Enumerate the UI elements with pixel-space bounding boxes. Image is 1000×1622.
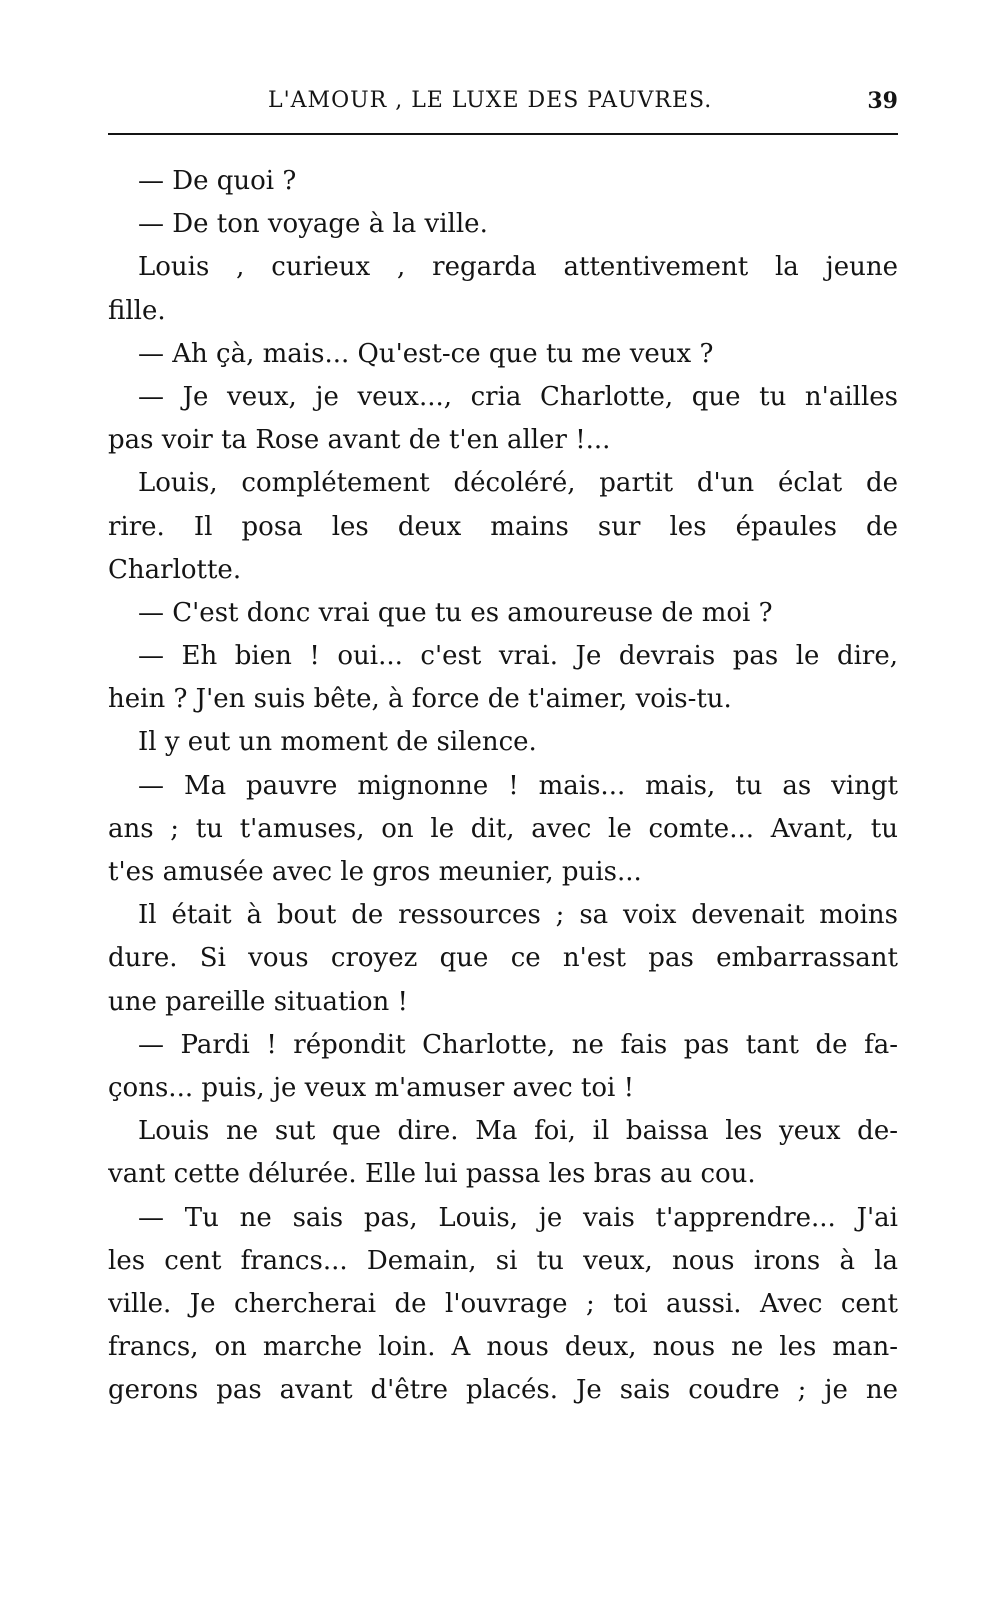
text-line: ans ; tu t'amuses, on le dit, avec le comte... Avant, tu: [108, 813, 898, 844]
text-line: francs, on marche loin. A nous deux, nous ne les man-: [108, 1332, 898, 1363]
text-line: gerons pas avant d'être placés. Je sais coudre ; je ne: [108, 1375, 898, 1406]
text-line: Louis , curieux , regarda attentivement la jeune: [138, 252, 898, 283]
text-line: fille.: [108, 295, 166, 326]
text-line: Louis, complétement décoléré, partit d'un éclat de: [138, 468, 898, 499]
text-line: dure. Si vous croyez que ce n'est pas embarrassant: [108, 943, 898, 974]
text-line: Il était à bout de ressources ; sa voix devenait moins: [138, 900, 898, 931]
running-head: [108, 82, 898, 122]
text-line: ville. Je chercherai de l'ouvrage ; toi aussi. Avec cent: [108, 1288, 898, 1319]
text-line: vant cette délurée. Elle lui passa les bras au cou.: [108, 1159, 756, 1190]
text-line: une pareille situation !: [108, 986, 408, 1017]
body-text: [108, 160, 898, 1412]
text-line: — Pardi ! répondit Charlotte, ne fais pas tant de fa-: [138, 1029, 898, 1060]
text-line: hein ? J'en suis bête, à force de t'aimer, vois-tu.: [108, 684, 732, 715]
text-line: — Eh bien ! oui... c'est vrai. Je devrais pas le dire,: [138, 641, 898, 672]
page-number: 39: [867, 88, 898, 114]
header-rule: [108, 133, 898, 135]
text-line: t'es amusée avec le gros meunier, puis...: [108, 857, 642, 887]
text-line: Charlotte.: [108, 554, 242, 585]
text-line: rire. Il posa les deux mains sur les épaules de: [108, 511, 898, 542]
text-line: Il y eut un moment de silence.: [138, 727, 537, 758]
text-line: — De quoi ?: [138, 166, 297, 196]
text-line: pas voir ta Rose avant de t'en aller !...: [108, 425, 611, 456]
text-line: — Je veux, je veux..., cria Charlotte, que tu n'ailles: [138, 381, 898, 412]
running-title: L'AMOUR , LE LUXE DES PAUVRES.: [268, 88, 713, 113]
text-line: — C'est donc vrai que tu es amoureuse de moi ?: [138, 597, 773, 628]
text-line: — De ton voyage à la ville.: [138, 209, 488, 240]
text-line: — Tu ne sais pas, Louis, je vais t'apprendre... J'ai: [138, 1202, 898, 1233]
text-line: Louis ne sut que dire. Ma foi, il baissa les yeux de-: [138, 1116, 898, 1147]
text-line: çons... puis, je veux m'amuser avec toi !: [108, 1072, 635, 1103]
text-line: les cent francs... Demain, si tu veux, nous irons à la: [108, 1245, 898, 1276]
text-line: — Ah çà, mais... Qu'est-ce que tu me veux ?: [138, 338, 714, 369]
text-line: — Ma pauvre mignonne ! mais... mais, tu as vingt: [138, 770, 898, 801]
